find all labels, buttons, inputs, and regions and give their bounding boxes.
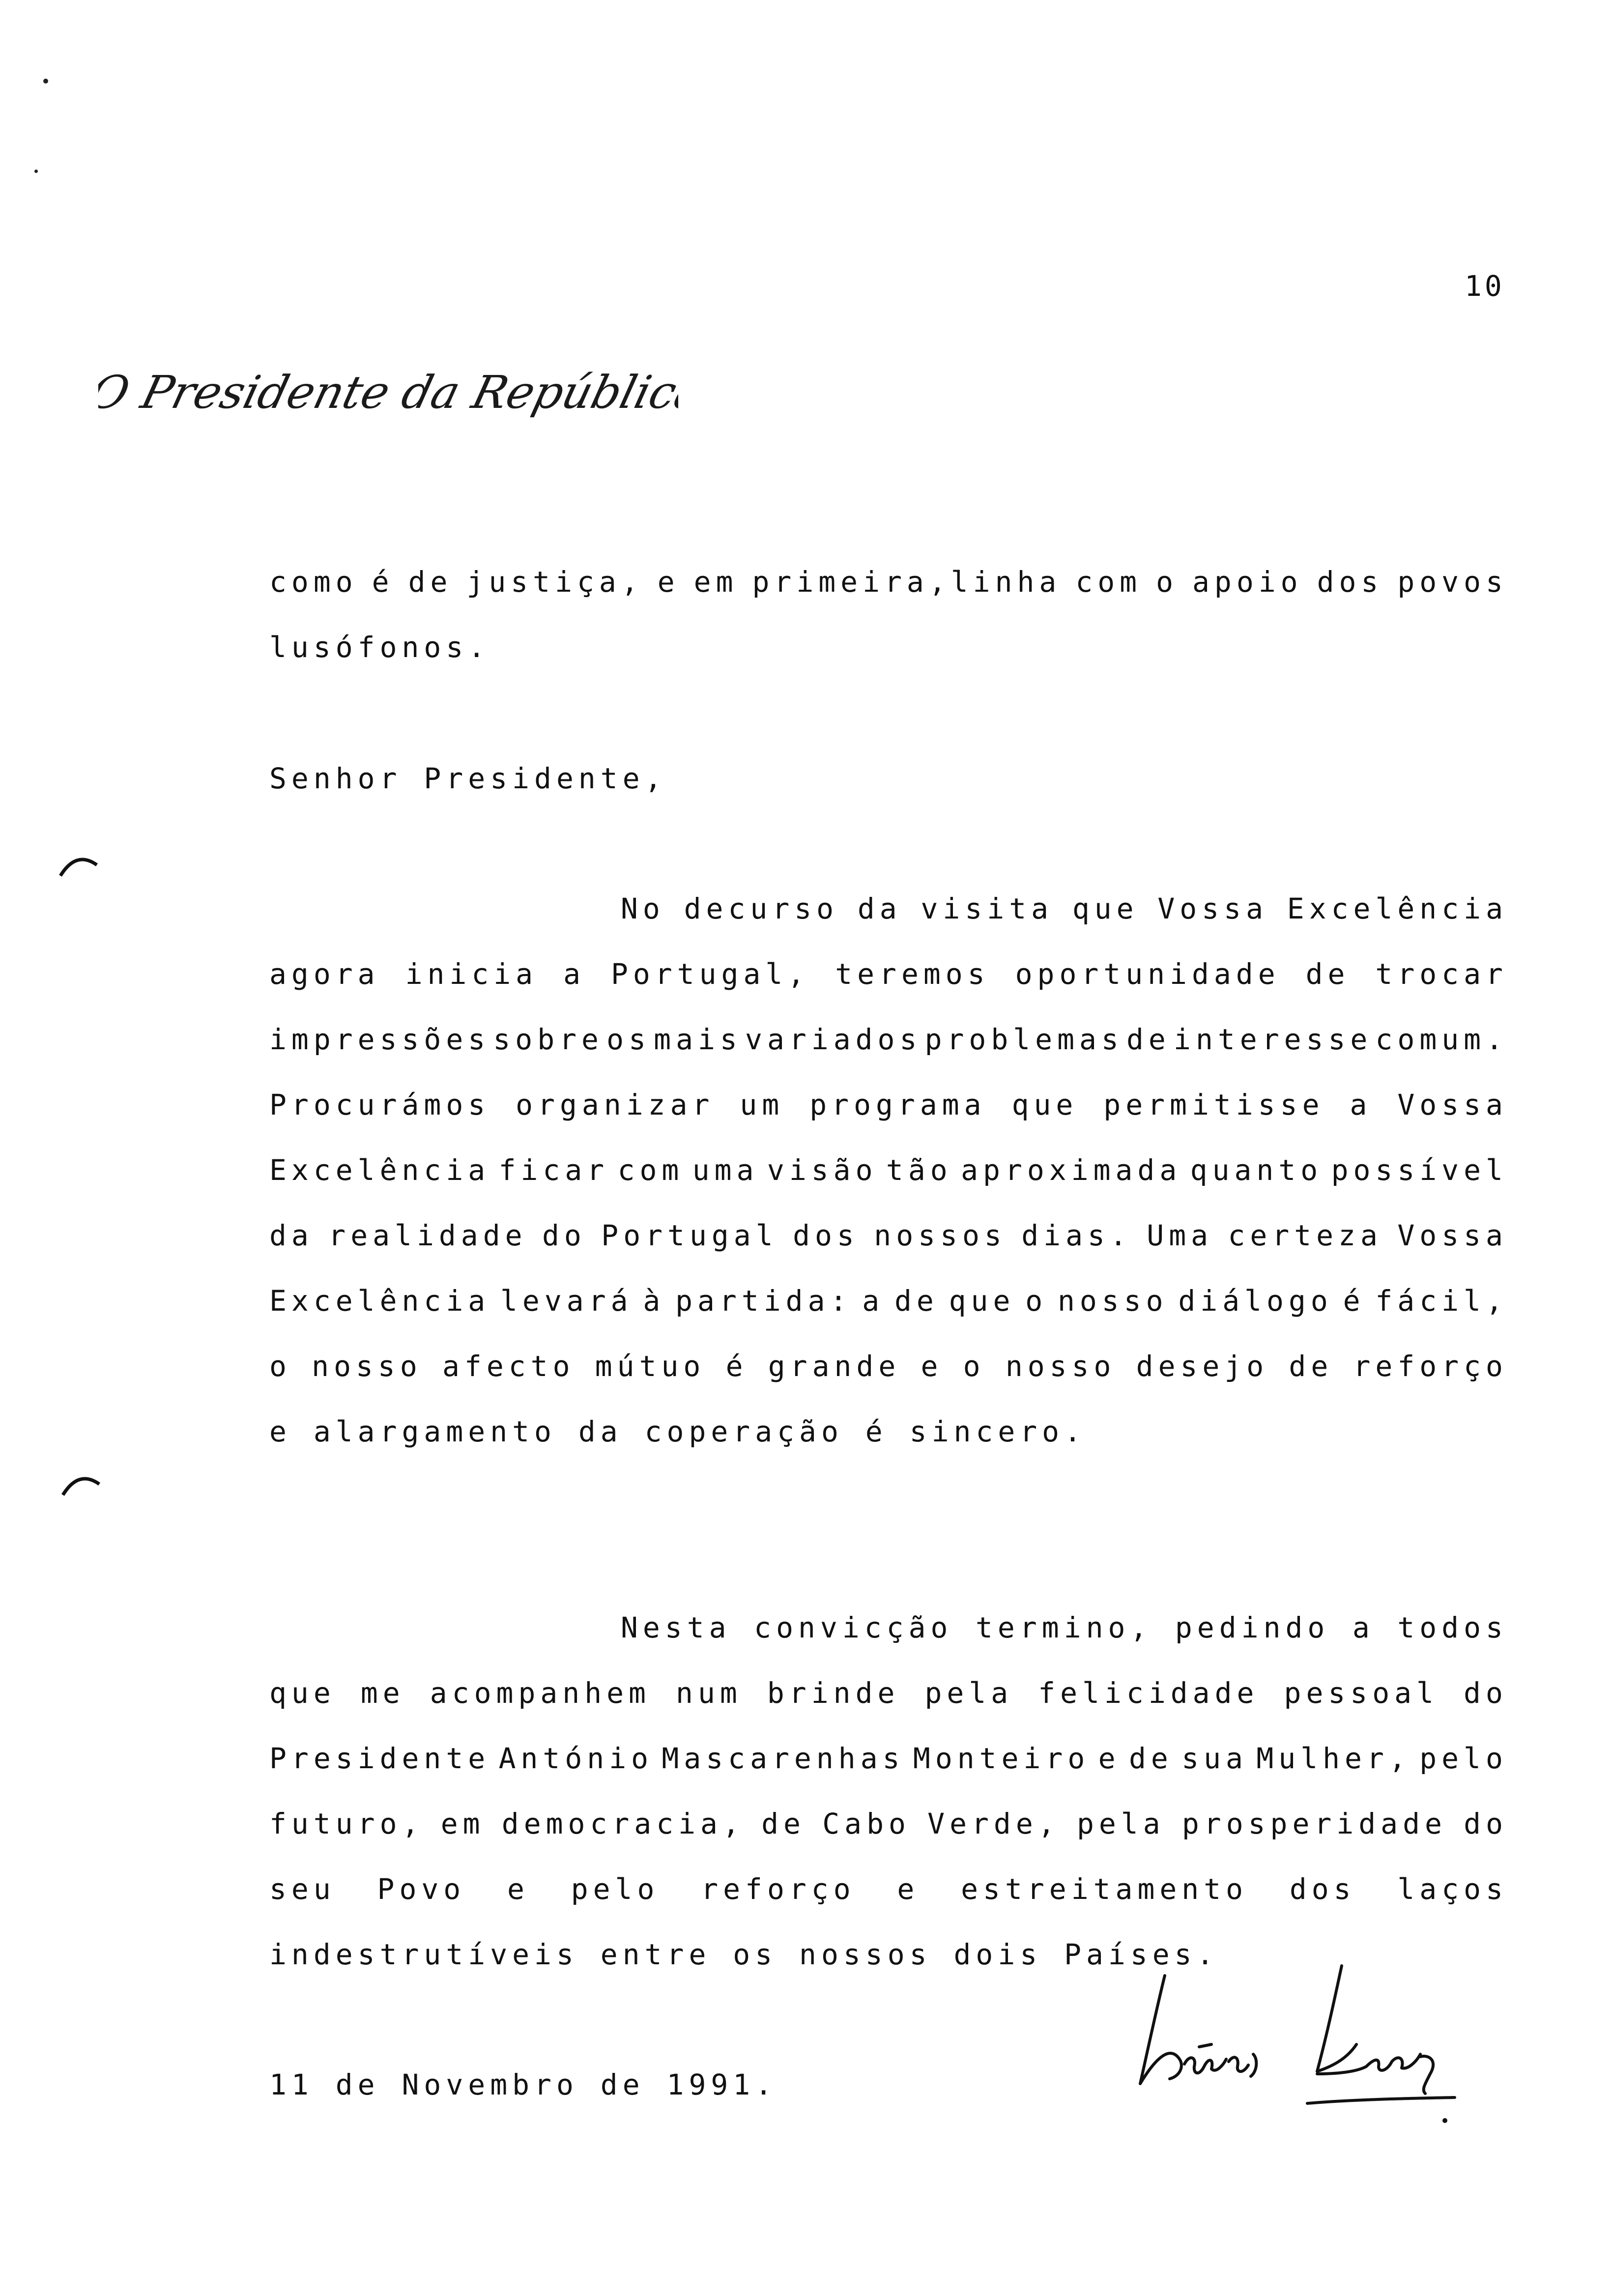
margin-speck [43, 79, 48, 84]
punch-hole-mark-top [57, 850, 101, 880]
text-line: indestrutíveis entre os nossos dois Países. [269, 1938, 1219, 1971]
text-line: impressões sobre os mais variados problemas de interesse comum. [269, 1023, 1508, 1056]
letterhead [98, 344, 678, 442]
signature-drawing [1111, 1961, 1465, 2128]
text-line: seu Povo e pelo reforço e estreitamento dos laços [269, 1872, 1508, 1906]
text-line: Excelência ficar com uma visão tão aproximada quanto possível [269, 1153, 1508, 1187]
text-line: agora inicia a Portugal, teremos oportunidade de trocar [269, 957, 1508, 991]
text-line: e alargamento da coperação é sincero. [269, 1415, 1087, 1448]
text-line: Excelência levará à partida: a de que o nosso diálogo é fácil, [269, 1284, 1508, 1318]
punch-hole-mark-bottom [59, 1469, 103, 1499]
text-line: Presidente António Mascarenhas Monteiro e de sua Mulher, pelo [269, 1742, 1508, 1775]
letter-date: 11 de Novembro de 1991. [269, 2068, 777, 2101]
letterhead-text: O Presidente da República [98, 366, 678, 419]
text-line: o nosso afecto mútuo é grande e o nosso desejo de reforço [269, 1349, 1508, 1383]
text-line: No decurso da visita que Vossa Excelência [621, 892, 1508, 925]
salutation: Senhor Presidente, [269, 762, 667, 795]
text-line: Nesta convicção termino, pedindo a todos [621, 1611, 1508, 1644]
text-line: Procurámos organizar um programa que permitisse a Vossa [269, 1088, 1508, 1121]
text-line: da realidade do Portugal dos nossos dias. Uma certeza Vossa [269, 1219, 1508, 1252]
margin-speck [34, 170, 38, 173]
page-number: 10 [1465, 269, 1505, 303]
letterhead-script [98, 344, 678, 442]
text-line: que me acompanhem num brinde pela felicidade pessoal do [269, 1676, 1508, 1710]
text-line: lusófonos. [269, 631, 490, 664]
text-line: futuro, em democracia, de Cabo Verde, pela prosperidade do [269, 1807, 1508, 1840]
signature [1111, 1961, 1465, 2128]
text-line: como é de justiça, e em primeira,linha com o apoio dos povos [269, 565, 1508, 599]
